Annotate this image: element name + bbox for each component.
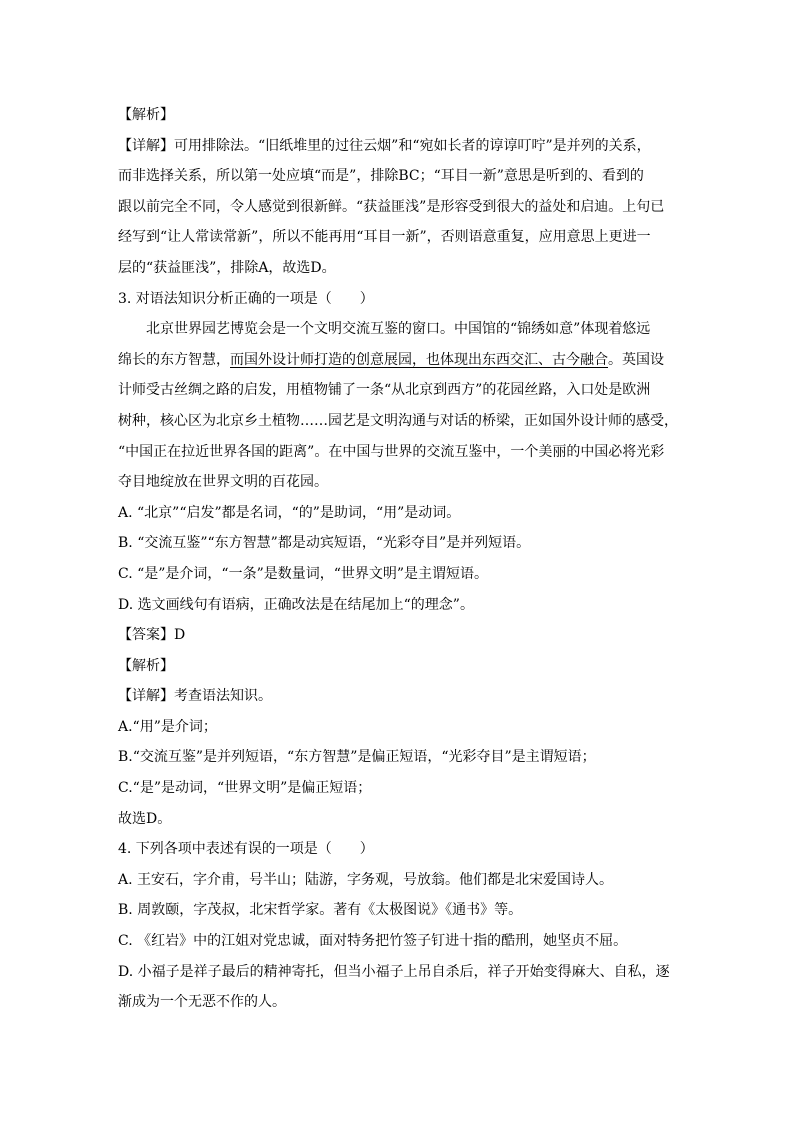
q3-question: 3. 对语法知识分析正确的一项是（ ）	[118, 290, 374, 307]
q3-passage-line: 树种，核心区为北京乡土植物……园艺是文明沟通与对话的桥梁，正如国外设计师的感受，	[118, 412, 678, 429]
q4-option-d: D. 小福子是祥子最后的精神寄托，但当小福子上吊自杀后，祥子开始变得麻大、自私，逐	[118, 963, 670, 980]
q4-option-c: C. 《红岩》中的江姐对党忠诚，面对特务把竹签子钉进十指的酷刑，她坚贞不屈。	[118, 933, 628, 950]
q4-option-b: B. 周敦颐，字茂叔，北宋哲学家。著有《太极图说》《通书》等。	[118, 902, 523, 919]
q2-detail-line: 【详解】可用排除法。“旧纸堆里的过往云烟”和“宛如长者的谆谆叮咛”是并列的关系，	[118, 137, 651, 154]
q3-underlined-sentence: 而国外设计师打造的创意展园，也体现出东西交汇、古今融合	[230, 351, 608, 368]
q3-note: A.“用”是介词；	[118, 718, 217, 735]
document-page	[118, 100, 684, 1018]
q3-passage-line: 北京世界园艺博览会是一个文明交流互鉴的窗口。中国馆的“锦绣如意”体现着悠远	[146, 321, 651, 338]
q2-detail-line: 跟以前完全不同，令人感觉到很新鲜。“获益匪浅”是形容受到很大的益处和启迪。上句已	[118, 198, 665, 215]
q2-analysis-heading: 【解析】	[118, 107, 174, 123]
q3-option-a: A. “北京”“启发”都是名词，“的”是助词，“用”是动词。	[118, 504, 461, 521]
q3-passage-line: 夺目地绽放在世界文明的百花园。	[118, 474, 328, 491]
q3-passage-text: 绵长的东方智慧，	[118, 351, 230, 368]
q3-passage-line: “中国正在拉近世界各国的距离”。在中国与世界的交流互鉴中，一个美丽的中国必将光彩	[118, 443, 665, 460]
q3-option-b: B. “交流互鉴”“东方智慧”都是动宾短语，“光彩夺目”是并列短语。	[118, 535, 531, 552]
q3-note: C.“是”是动词，“世界文明”是偏正短语；	[118, 780, 372, 797]
q3-option-c: C. “是”是介词，“一条”是数量词，“世界文明”是主谓短语。	[118, 565, 489, 582]
q4-option-a: A. 王安石，字介甫，号半山；陆游，字务观，号放翁。他们都是北宋爱国诗人。	[118, 871, 614, 888]
q4-question: 4. 下列各项中表述有误的一项是（ ）	[118, 841, 374, 858]
q3-note: B.“交流互鉴”是并列短语，“东方智慧”是偏正短语，“光彩夺目”是主谓短语；	[118, 749, 596, 766]
q2-detail-line: 而非选择关系，所以第一处应填“而是”，排除BC；“耳目一新”意思是听到的、看到的	[118, 168, 644, 185]
q3-answer: 【答案】D	[118, 627, 186, 644]
q4-option-d-continued: 渐成为一个无恶不作的人。	[118, 994, 286, 1011]
q2-detail-line: 经写到“让人常读常新”，所以不能再用“耳目一新”，否则语意重复，应用意思上更进一	[118, 229, 651, 246]
q3-conclusion: 故选D。	[118, 810, 172, 827]
q3-analysis-heading: 【解析】	[118, 657, 174, 674]
q2-detail-line: 层的“获益匪浅”，排除A，故选D。	[118, 259, 336, 276]
q3-passage-line	[118, 345, 684, 376]
q3-passage-line: 计师受古丝绸之路的启发，用植物铺了一条“从北京到西方”的花园丝路，入口处是欧洲	[118, 382, 651, 399]
q3-passage-text: 。英国设	[608, 351, 664, 368]
q3-detail: 【详解】考查语法知识。	[118, 688, 272, 705]
q3-option-d: D. 选文画线句有语病，正确改法是在结尾加上“的理念”。	[118, 596, 474, 613]
